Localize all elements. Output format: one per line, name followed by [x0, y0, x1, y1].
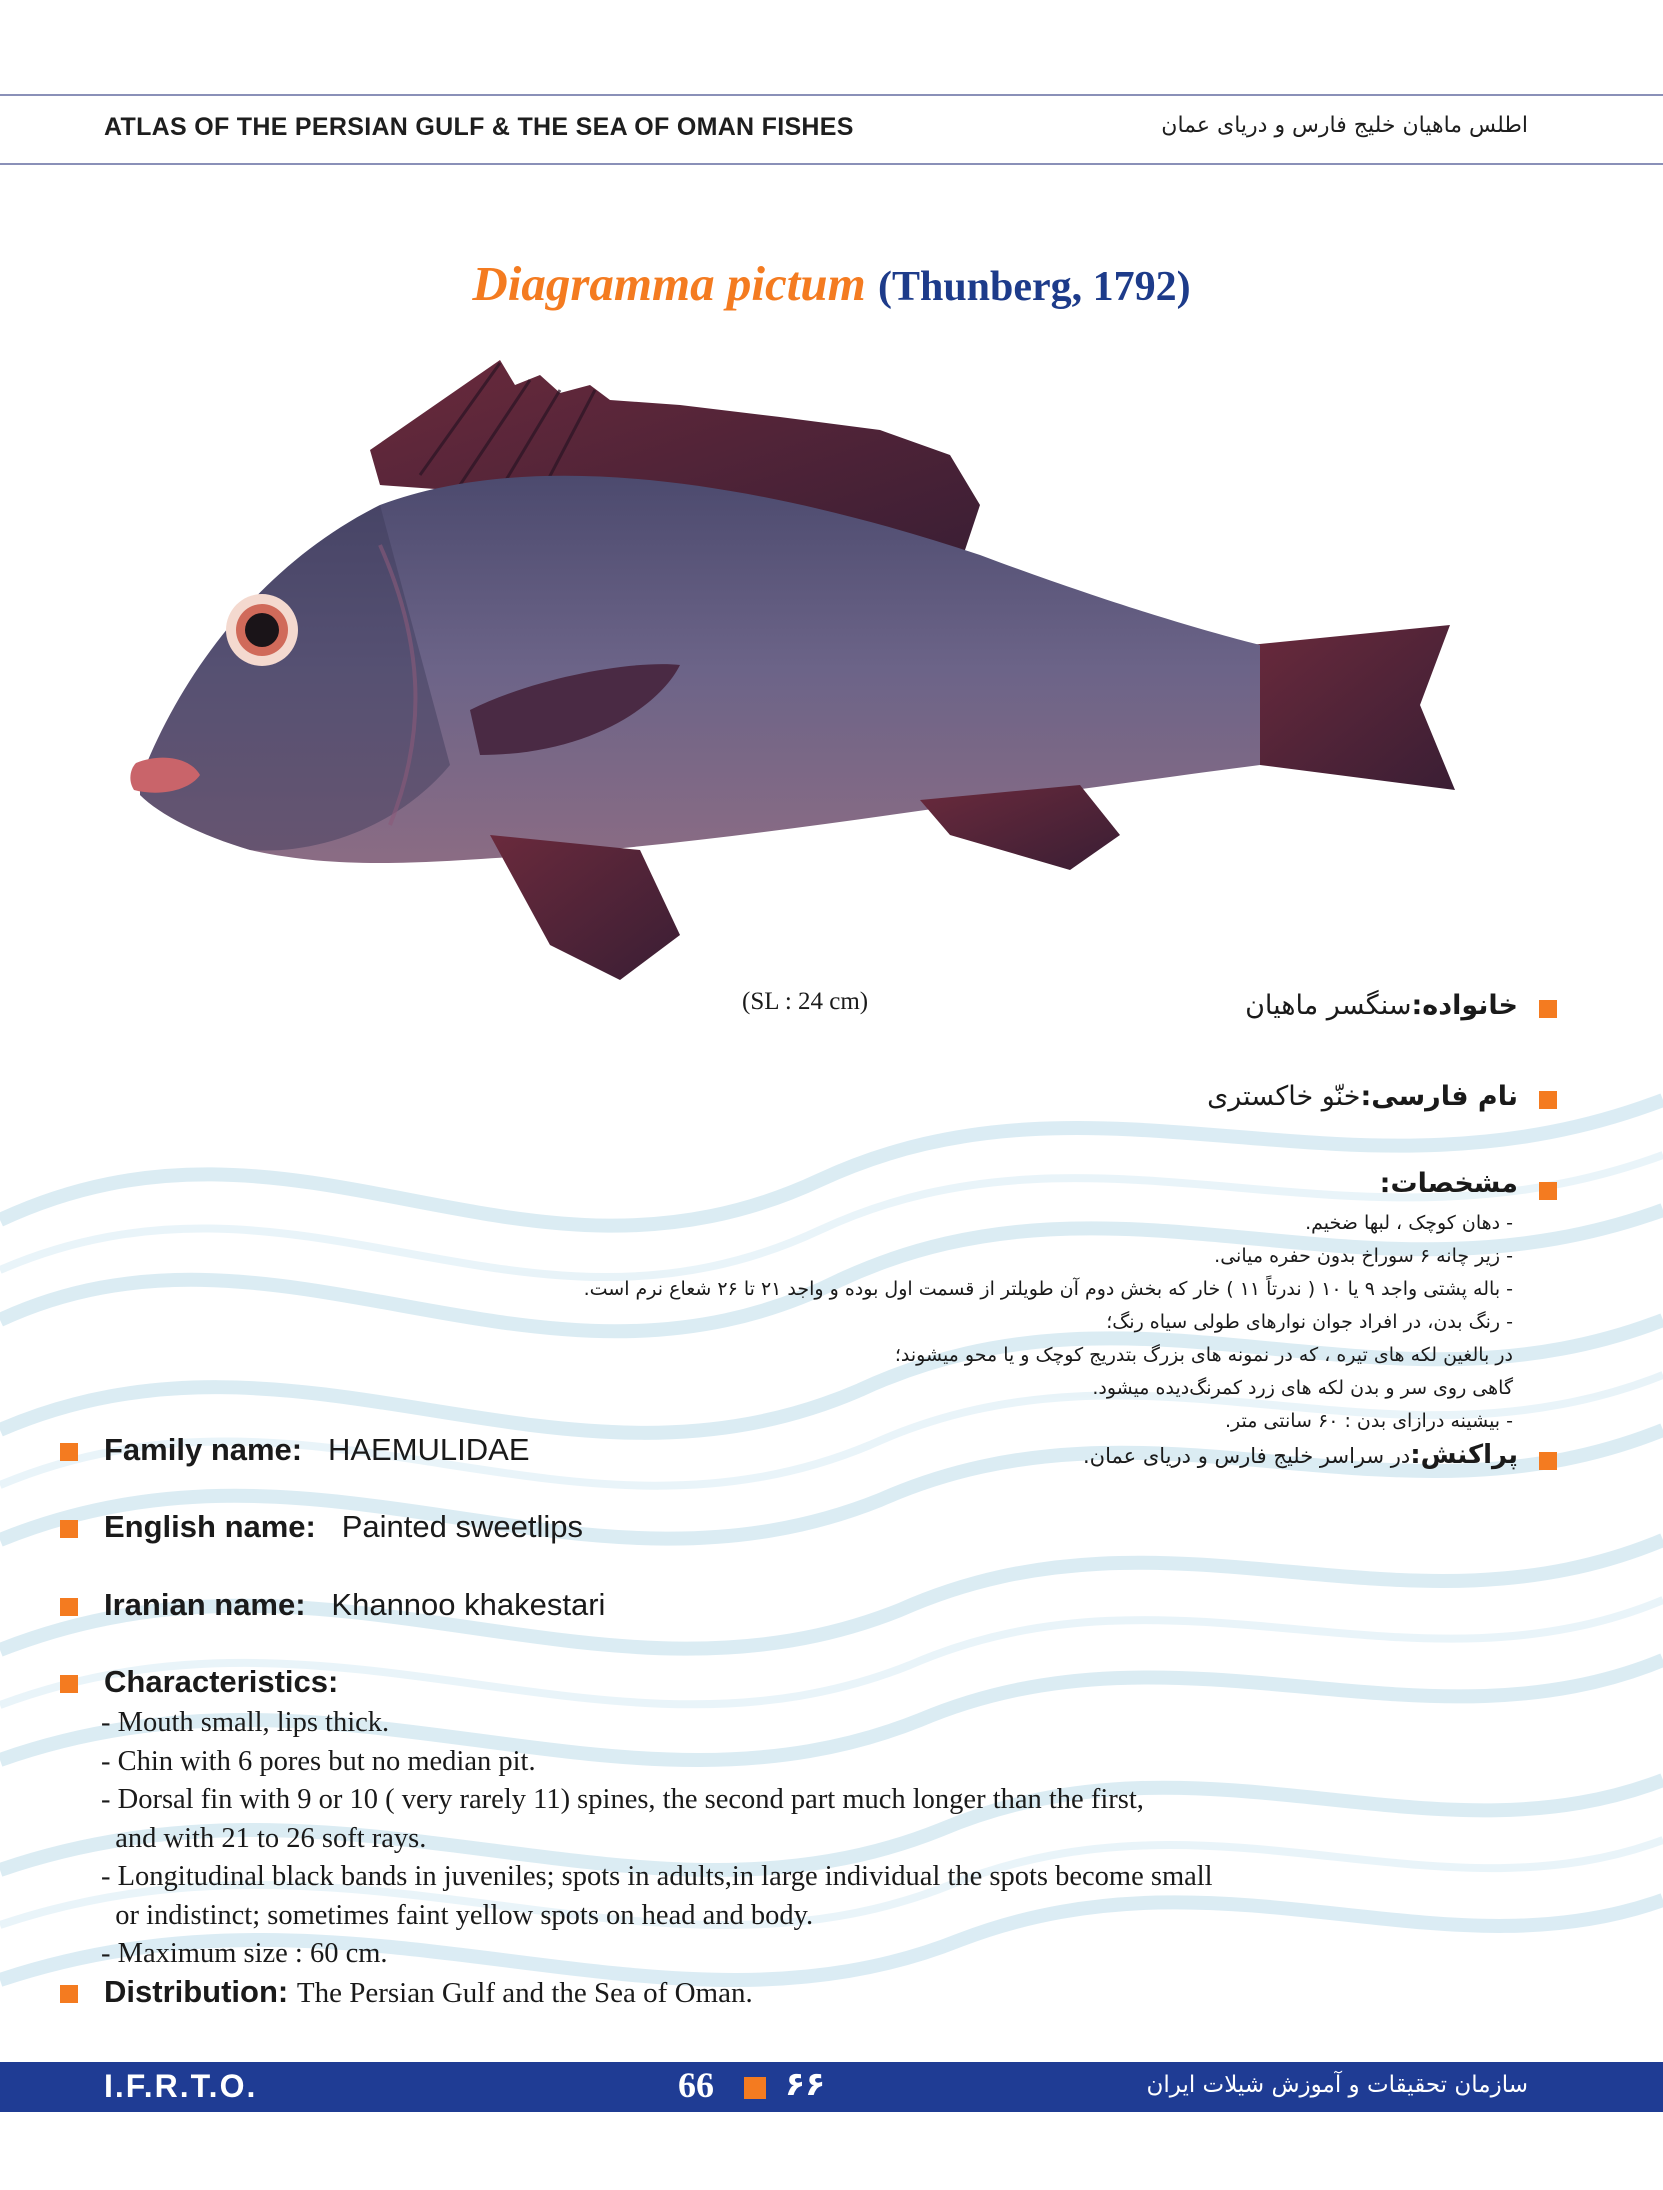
- en-english-name-row: [104, 1509, 583, 1545]
- anal-fin: [920, 785, 1120, 870]
- scientific-name: Diagramma pictum: [472, 256, 866, 311]
- fa-distribution-row: [1083, 1440, 1518, 1470]
- footer-org-fa: سازمان تحقیقات و آموزش شیلات ایران: [1146, 2072, 1528, 2098]
- fa-characteristic-line: - بیشینه درازای بدن : ۶۰ سانتی متر.: [1224, 1410, 1513, 1432]
- fa-name-label: نام فارسی:: [1360, 1081, 1518, 1112]
- en-distribution-label: Distribution:: [104, 1974, 289, 2009]
- fa-characteristic-line: - زیر چانه ۶ سوراخ بدون حفره میانی.: [1214, 1245, 1513, 1267]
- header-bottom-rule: [0, 163, 1663, 165]
- caudal-fin: [1250, 625, 1455, 790]
- en-iranian-name-row: [104, 1587, 605, 1623]
- en-bullet-iranian-name: [60, 1598, 78, 1616]
- header-title-en: ATLAS OF THE PERSIAN GULF & THE SEA OF OMAN FISHES: [104, 113, 854, 141]
- en-characteristic-line: and with 21 to 26 soft rays.: [101, 1822, 427, 1854]
- en-characteristics-list: [101, 1704, 1213, 1974]
- pelvic-fin: [490, 835, 680, 980]
- page-number-en: 66: [678, 2065, 714, 2105]
- fa-characteristics-list: [584, 1207, 1513, 1438]
- en-english-name-label: English name:: [104, 1509, 316, 1544]
- footer-org-en: I.F.R.T.O.: [104, 2068, 258, 2104]
- fa-characteristic-line: - رنگ بدن، در افراد جوان نوارهای طولی سیاه رنگ؛: [1106, 1311, 1513, 1333]
- fa-characteristic-line: در بالغین لکه های تیره ، که در نمونه های بزرگ بتدریج کوچک و یا محو میشوند؛: [894, 1344, 1513, 1366]
- en-characteristic-line: - Longitudinal black bands in juveniles; spots in adults,in large individual the spots become small: [101, 1861, 1213, 1892]
- fa-characteristic-line: - باله پشتی واجد ۹ یا ۱۰ ( ندرتاً ۱۱ ) خار که بخش دوم آن طویلتر از قسمت اول بوده و واجد ۲۱ تا ۲۶ شعاع نرم است.: [583, 1278, 1513, 1300]
- fa-characteristics-heading: [1380, 1168, 1518, 1199]
- en-family-row: [104, 1432, 530, 1468]
- en-iranian-name-value: Khannoo khakestari: [331, 1587, 606, 1622]
- fish-illustration: [120, 345, 1480, 980]
- en-characteristics-label: Characteristics:: [104, 1664, 339, 1699]
- fa-characteristics-label: مشخصات:: [1379, 1168, 1518, 1199]
- fa-bullet-characteristics: [1539, 1182, 1557, 1200]
- en-bullet-distribution: [60, 1985, 78, 2003]
- en-bullet-english-name: [60, 1520, 78, 1538]
- page-number-fa: ۶۶: [785, 2064, 826, 2103]
- fa-characteristic-line: گاهی روی سر و بدن لکه های زرد کمرنگ‌دیده میشود.: [1092, 1377, 1513, 1399]
- en-characteristic-line: - Chin with 6 pores but no median pit.: [101, 1745, 536, 1777]
- footer-page-separator: [744, 2077, 766, 2099]
- en-family-value: HAEMULIDAE: [327, 1432, 530, 1467]
- en-family-label: Family name:: [104, 1432, 303, 1467]
- en-characteristics-heading: [104, 1664, 338, 1700]
- fa-name-row: [1207, 1081, 1518, 1112]
- en-characteristic-line: - Dorsal fin with 9 or 10 ( very rarely 11) spines, the second part much longer than the first,: [101, 1784, 1144, 1815]
- en-bullet-family: [60, 1443, 78, 1461]
- fa-family-row: [1245, 990, 1518, 1021]
- en-characteristic-line: or indistinct; sometimes faint yellow spots on head and body.: [101, 1899, 814, 1931]
- header-title-fa: اطلس ماهیان خلیج فارس و دریای عمان: [1161, 113, 1528, 138]
- fa-distribution-value: در سراسر خلیج فارس و دریای عمان.: [1083, 1444, 1411, 1468]
- fa-family-value: سنگسر ماهیان: [1245, 990, 1412, 1021]
- en-characteristic-line: - Mouth small, lips thick.: [101, 1707, 390, 1738]
- en-distribution-row: [104, 1974, 753, 2010]
- en-characteristic-line: - Maximum size : 60 cm.: [101, 1938, 388, 1969]
- en-bullet-characteristics: [60, 1675, 78, 1693]
- species-title: [0, 255, 1663, 312]
- en-iranian-name-label: Iranian name:: [104, 1587, 306, 1622]
- standard-length-label: (SL : 24 cm): [742, 988, 869, 1015]
- species-author: (Thunberg, 1792): [877, 264, 1191, 310]
- fa-name-value: خنّو خاکستری: [1207, 1081, 1361, 1112]
- en-distribution-value: The Persian Gulf and the Sea of Oman.: [296, 1977, 753, 2009]
- fa-characteristic-line: - دهان کوچک ، لبها ضخیم.: [1305, 1212, 1513, 1234]
- fa-bullet-family: [1539, 1000, 1557, 1018]
- fa-distribution-label: پراکنش:: [1410, 1440, 1518, 1470]
- fa-bullet-distribution: [1539, 1452, 1557, 1470]
- en-english-name-value: Painted sweetlips: [341, 1509, 583, 1544]
- fa-bullet-name: [1539, 1091, 1557, 1109]
- header-top-rule: [0, 94, 1663, 96]
- fa-family-label: خانواده:: [1411, 990, 1518, 1021]
